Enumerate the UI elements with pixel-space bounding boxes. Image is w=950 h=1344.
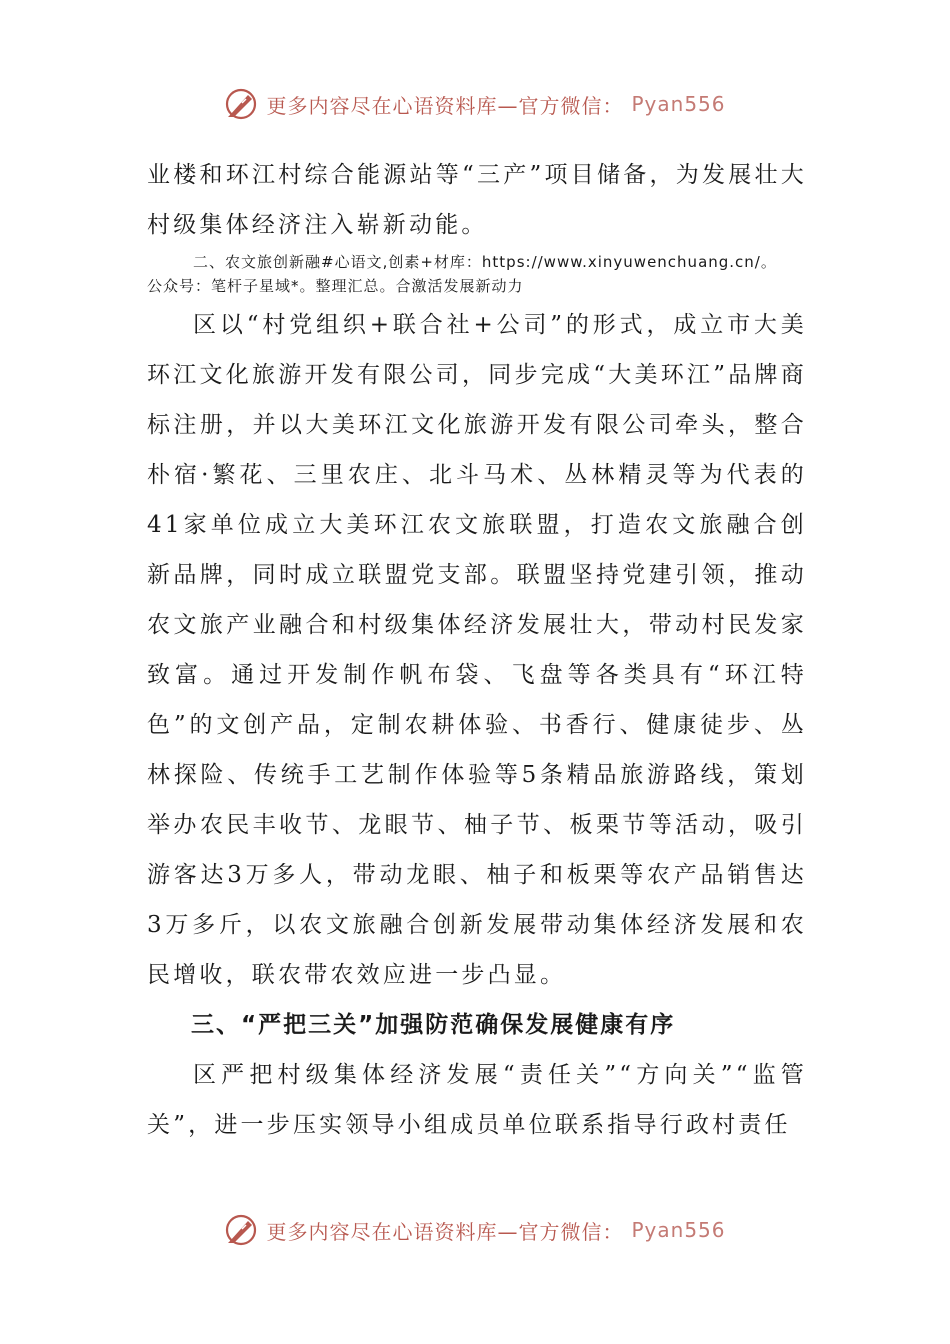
document-body <box>147 150 807 1150</box>
section-heading-2-line1: 二、农文旅创新融#心语文,创素+材库：https://www.xinyuwenchuang.cn/。 <box>193 253 777 271</box>
watermark-wechat-id: Pyan556 <box>631 1218 726 1242</box>
section-heading-2-line2: 公众号：笔杆子星域*。整理汇总。合激活发展新动力 <box>147 277 524 295</box>
section-heading-3: 三、“严把三关”加强防范确保发展健康有序 <box>191 1012 676 1038</box>
paragraph-main: 区以“村党组织+联合社+公司”的形式，成立市大美环江文化旅游开发有限公司，同步完成“大美环江”品牌商标注册，并以大美环江文化旅游开发有限公司牵头，整合朴宿·繁花、三里农庄、北斗马术、丛林精灵等为代表的41家单位成立大美环江农文旅联盟，打造农文旅融合创新品牌，同时成立联盟党支部。联盟坚持党建引领，推动农文旅产业融合和村级集体经济发展壮大，带动村民发家致富。通过开发制作帆布袋、飞盘等各类具有“环江特色”的文创产品，定制农耕体验、书香行、健康徒步、丛林探险、传统手工艺制作体验等5条精品旅游路线，策划举办农民丰收节、龙眼节、柚子节、板栗节等活动，吸引游客达3万多人，带动龙眼、柚子和板栗等农产品销售达3万多斤，以农文旅融合创新发展带动集体经济发展和农民增收，联农带农效应进一步凸显。 <box>147 312 807 988</box>
pen-nib-logo-icon <box>224 1213 258 1247</box>
watermark-text: 更多内容尽在心语资料库—官方微信： <box>266 1219 624 1244</box>
watermark-footer <box>0 1210 950 1250</box>
watermark-wechat-id: Pyan556 <box>631 92 726 116</box>
paragraph-last: 区严把村级集体经济发展“责任关”“方向关”“监管关”，进一步压实领导小组成员单位联系指导行政村责任 <box>147 1062 807 1138</box>
paragraph-intro: 业楼和环江村综合能源站等“三产”项目储备，为发展壮大村级集体经济注入崭新动能。 <box>147 162 807 238</box>
watermark-header <box>0 84 950 124</box>
watermark-text: 更多内容尽在心语资料库—官方微信： <box>266 93 624 118</box>
pen-nib-logo-icon <box>224 87 258 121</box>
section-heading-2 <box>147 250 807 298</box>
